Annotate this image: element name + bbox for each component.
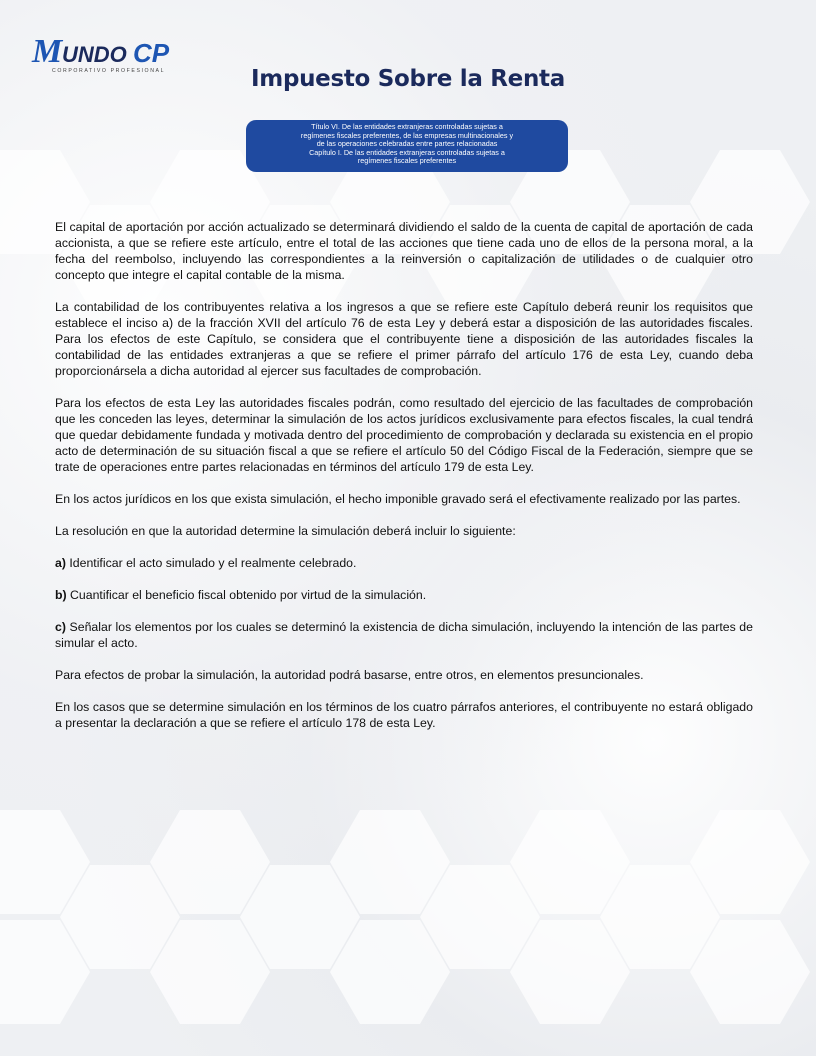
item-label: b) xyxy=(55,588,67,602)
item-text: Identificar el acto simulado y el realmente celebrado. xyxy=(65,556,357,570)
list-item-b xyxy=(55,587,753,603)
item-text: Cuantificar el beneficio fiscal obtenido por virtud de la simulación. xyxy=(66,588,427,602)
paragraph: La resolución en que la autoridad determine la simulación deberá incluir lo siguiente: xyxy=(55,524,516,538)
paragraph: Para los efectos de esta Ley las autoridades fiscales podrán, como resultado del ejercicio de las facultades de comprobación que les conceden las leyes, determinar la simulación de los actos jurídicos exclusivamente para efectos fiscales, la cual tendrá que quedar debidamente fundada y motivada dentro del procedimiento de comprobación y declarada su existencia en el propio acto de determinación de su situación fiscal a que se refiere el artículo 50 del Código Fiscal de la Federación, siempre que se trate de operaciones entre partes relacionadas en términos del artículo 179 de esta Ley. xyxy=(55,396,753,474)
paragraph: Para efectos de probar la simulación, la autoridad podrá basarse, entre otros, en elementos presuncionales. xyxy=(55,668,644,682)
paragraph: En los casos que se determine simulación en los términos de los cuatro párrafos anteriores, el contribuyente no estará obligado a presentar la declaración a que se refiere el artículo 178 de esta Ley. xyxy=(55,700,753,730)
banner-line: Capítulo I. De las entidades extranjeras controladas sujetas a xyxy=(309,147,505,157)
list-item-c xyxy=(55,619,753,651)
item-text: Señalar los elementos por los cuales se determinó la existencia de dicha simulación, incluyendo la intención de las partes de simular el acto. xyxy=(55,620,753,650)
svg-text:CORPORATIVO PROFESIONAL: CORPORATIVO PROFESIONAL xyxy=(52,68,166,74)
svg-text:CP: CP xyxy=(133,38,170,68)
banner-line: regímenes fiscales preferentes xyxy=(357,156,457,166)
svg-text:UNDO: UNDO xyxy=(62,42,127,67)
item-label: c) xyxy=(55,620,66,634)
svg-text:M: M xyxy=(32,33,63,70)
banner-line: regímenes fiscales preferentes, de las empresas multinacionales y xyxy=(300,130,514,140)
banner-line: de las operaciones celebradas entre partes relacionadas xyxy=(316,139,498,149)
banner-line: Título VI. De las entidades extranjeras controladas sujetas a xyxy=(311,122,503,131)
paragraph: El capital de aportación por acción actualizado se determinará dividiendo el saldo de la cuenta de capital de aportación de cada accionista, a que se refiere este artículo, entre el total de las acciones que tiene cada uno de ellos de la persona moral, a la fecha del reembolso, incluyendo las correspondientes a la reinversión o capitalización de utilidades o de cualquier otro concepto que integre el capital contable de la misma. xyxy=(55,220,753,282)
document-body xyxy=(55,219,753,747)
list-item-a xyxy=(55,555,753,571)
page-title: Impuesto Sobre la Renta xyxy=(251,66,565,92)
item-label: a) xyxy=(55,556,66,570)
paragraph: La contabilidad de los contribuyentes relativa a los ingresos a que se refiere este Capítulo deberá reunir los requisitos que establece el inciso a) de la fracción XVII del artículo 76 de esta Ley y deberá estar a disposición de las autoridades fiscales. Para los efectos de este Capítulo, se considera que el contribuyente tiene a disposición de las autoridades fiscales la contabilidad de las entidades extranjeras a que se refiere el primer párrafo del artículo 176 de esta Ley, cuando deba proporcionársela a dicha autoridad al ejercer sus facultades de comprobación. xyxy=(55,300,753,378)
chapter-banner xyxy=(246,120,568,172)
paragraph: En los actos jurídicos en los que exista simulación, el hecho imponible gravado será el efectivamente realizado por las partes. xyxy=(55,492,741,506)
